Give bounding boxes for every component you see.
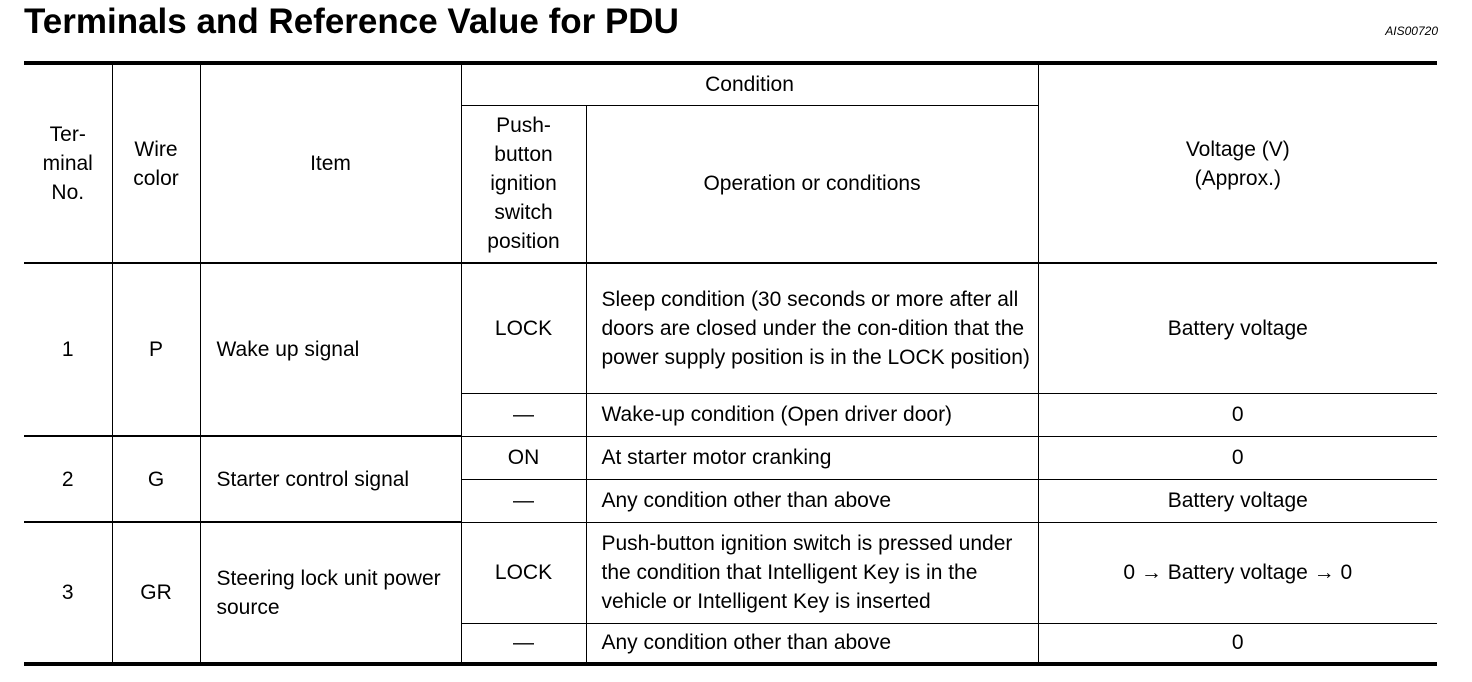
header-switch-position-label: Push- button ignition switch position: [487, 114, 560, 254]
terminal-cell: 1: [24, 263, 112, 436]
header-item-label: Item: [310, 152, 351, 175]
page-title: Terminals and Reference Value for PDU: [24, 2, 679, 41]
voltage-cell: 0: [1038, 623, 1437, 664]
voltage-cell: Battery voltage: [1038, 479, 1437, 522]
voltage-cell: 0: [1038, 436, 1437, 479]
header-item: [200, 63, 461, 263]
item-cell: Starter control signal: [200, 436, 461, 522]
table-row: [24, 436, 1437, 479]
operation-cell: Any condition other than above: [586, 479, 1038, 522]
figure-code: AIS00720: [1385, 24, 1438, 38]
terminal-cell: 3: [24, 522, 112, 664]
operation-cell: Wake-up condition (Open driver door): [586, 393, 1038, 436]
voltage-cell: 0 → Battery voltage → 0: [1038, 522, 1437, 623]
header-operation: [586, 105, 1038, 263]
item-cell: Steering lock unit power source: [200, 522, 461, 664]
voltage-cell: 0: [1038, 393, 1437, 436]
table-row: [24, 522, 1437, 623]
header-condition: [461, 63, 1038, 105]
wire-color-cell: G: [112, 436, 200, 522]
operation-cell: Any condition other than above: [586, 623, 1038, 664]
switch-position-cell: —: [461, 393, 586, 436]
operation-cell: At starter motor cranking: [586, 436, 1038, 479]
header-voltage: [1038, 63, 1437, 263]
wire-color-cell: GR: [112, 522, 200, 664]
header-switch-position: [461, 105, 586, 263]
operation-cell: Sleep condition (30 seconds or more after all doors are closed under the con-dition that the power supply position is in the LOCK position): [586, 263, 1038, 393]
switch-position-cell: ON: [461, 436, 586, 479]
header-terminal-no: [24, 63, 112, 263]
terminals-table: [24, 61, 1437, 666]
item-cell: Wake up signal: [200, 263, 461, 436]
switch-position-cell: LOCK: [461, 263, 586, 393]
table-row: [24, 263, 1437, 393]
header-wire-color: [112, 63, 200, 263]
header-wire-color-label: Wire color: [133, 137, 179, 190]
switch-position-cell: —: [461, 479, 586, 522]
header-operation-label: Operation or conditions: [703, 172, 921, 196]
terminal-cell: 2: [24, 436, 112, 522]
voltage-cell: Battery voltage: [1038, 263, 1437, 393]
header-condition-label: Condition: [705, 73, 794, 97]
operation-cell: Push-button ignition switch is pressed under the condition that Intelligent Key is in the vehicle or Intelligent Key is inserted: [586, 522, 1038, 623]
switch-position-cell: LOCK: [461, 522, 586, 623]
wire-color-cell: P: [112, 263, 200, 436]
header-voltage-label: Voltage (V) (Approx.): [1185, 137, 1290, 190]
header-terminal-no-label: Ter- minal No.: [42, 123, 93, 204]
switch-position-cell: —: [461, 623, 586, 664]
